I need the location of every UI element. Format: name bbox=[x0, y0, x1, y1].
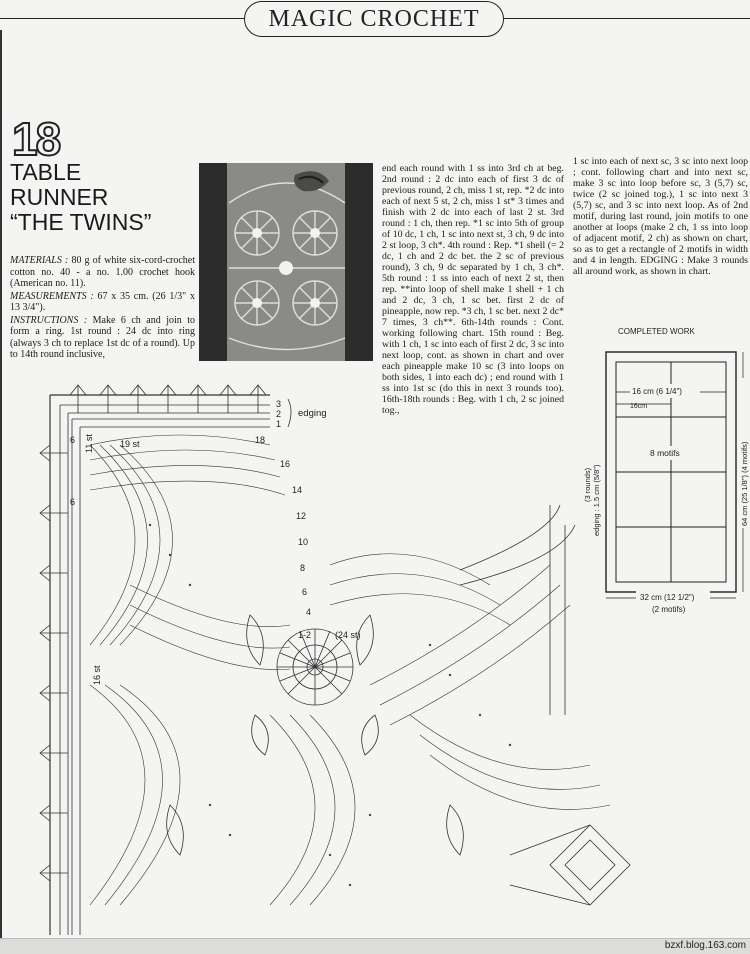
center-label: 8 motifs bbox=[650, 448, 680, 458]
round-18: 18 bbox=[255, 435, 266, 445]
diagram-title: COMPLETED WORK bbox=[618, 327, 695, 336]
edging-fans-left bbox=[40, 445, 68, 881]
magazine-header bbox=[244, 1, 504, 37]
chain-dots bbox=[149, 524, 511, 886]
header-rule-right bbox=[500, 18, 750, 19]
measurements-text: 67 x 35 cm. (26 1/3" x 13 3/4"). bbox=[10, 290, 195, 313]
motif-width-label: 16 cm (6 1/4") bbox=[632, 387, 682, 396]
corner-label-a: 6 bbox=[70, 435, 76, 445]
crochet-chart bbox=[30, 385, 670, 940]
round-6: 6 bbox=[302, 587, 308, 597]
corner-label-b: 6 bbox=[70, 497, 76, 507]
edging-round-1: 1 bbox=[276, 419, 282, 429]
intro-text bbox=[10, 255, 195, 362]
st-11-label: 11 st bbox=[84, 434, 94, 453]
instructions-label: INSTRUCTIONS : bbox=[10, 314, 88, 326]
title-line-1: TABLE bbox=[10, 159, 82, 185]
round-16: 16 bbox=[280, 459, 291, 469]
side-border-row-2 bbox=[80, 427, 270, 935]
page-number: 18 bbox=[12, 113, 60, 165]
edging-fans-top bbox=[70, 385, 266, 413]
right-motif-edge bbox=[460, 505, 630, 905]
st-19-label: 19 st bbox=[120, 439, 140, 449]
edging-round-3: 3 bbox=[276, 399, 282, 409]
magazine-title: MAGIC CROCHET bbox=[268, 5, 480, 32]
materials-label: MATERIALS : bbox=[10, 255, 69, 266]
measurements-label: MEASUREMENTS : bbox=[10, 290, 94, 302]
ring-rounds-label: 1-2 bbox=[298, 630, 312, 640]
instructions-column-3 bbox=[573, 156, 748, 277]
instructions-text: Make 6 ch and join to form a ring. 1st round : 24 dc into ring (always 3 ch to replace 1st dc of a round). Up to 14th round inclusive, bbox=[10, 314, 195, 360]
edging-label: edging : 1.5 cm (5/8") bbox=[592, 464, 601, 536]
page-edge-rule bbox=[0, 30, 2, 940]
round-10: 10 bbox=[298, 537, 309, 547]
column-3-text: 1 sc into each of next sc, 3 sc into next loop ; cont. following chart and into next sc, make 3 sc into loop before sc, 3 (5,7) sc, twice (2 sc joined tog.), 1 sc into next 3 (5,7) sc, and 3 sc into next loop. As of 2nd motif, during last round, join motifs to one another at loops (make 2 ch, 1 ss into loop of adjacent motif, 2 ch) as shown on chart, so as to get a rectangle of 2 motifs in width and 4 in length. EDGING : Make 3 rounds all around work, as shown in chart. bbox=[573, 156, 748, 277]
title-line-2: RUNNER bbox=[10, 184, 109, 210]
width-sublabel: (2 motifs) bbox=[652, 605, 686, 614]
title-line-3: “THE TWINS” bbox=[10, 209, 152, 235]
round-14: 14 bbox=[292, 485, 303, 495]
center-st-label: (24 st) bbox=[335, 630, 361, 640]
round-12: 12 bbox=[296, 511, 307, 521]
article-title bbox=[10, 160, 195, 235]
round-8: 8 bbox=[300, 563, 306, 573]
width-label: 32 cm (12 1/2") bbox=[640, 593, 695, 602]
edging-label: edging bbox=[298, 408, 327, 419]
table-runner-photo bbox=[199, 163, 373, 361]
length-label: 64 cm (25 1/8") (4 motifs) bbox=[740, 441, 749, 526]
round-4: 4 bbox=[306, 607, 312, 617]
edging-round-2: 2 bbox=[276, 409, 282, 419]
rounds-label: (3 rounds) bbox=[583, 467, 592, 502]
footer-bar bbox=[0, 938, 750, 954]
watermark: bzxf.blog.163.com bbox=[664, 940, 746, 951]
instructions-column-2 bbox=[382, 163, 564, 416]
st-16-label: 16 st bbox=[92, 665, 102, 685]
header-rule-left bbox=[0, 18, 248, 19]
center-motif bbox=[277, 629, 353, 705]
column-2-text: end each round with 1 ss into 3rd ch at beg. 2nd round : 2 dc into each of first 3 dc of previous round, 2 ch, miss 1 st, rep. *2 dc into each of next 5 st, 2 ch, miss 1 st* 3 times and finish with 2 dc into each of last 2 st. 3rd round : 1 ch, then rep. *1 sc into 5th of group of 10 dc, 1 ch, 1 sc into next st, 3 ch, 9 dc into 2 st loop, 3 ch*. 4th round : Rep. *1 shell (= 2 dc, 1 ch and 2 dc bet. the 2 sc of previous round), 3 ch, 9 dc separated by 1 ch, 3 ch*. 5th round : 1 ss into each of next 2 st, then rep. **into loop of shell make 1 shell + 1 ch and 2 dc, 3 ch, 1 sc bet. first 2 dc of pineapple, now rep. *3 ch, 1 sc bet. next 2 dc* 7 times, 3 ch**. 6th-14th rounds : Cont. working following chart. 15th round : Beg. with 1 ch, 1 sc into each of first 2 dc, 3 sc into next loop, cont. as shown in chart and over each pineapple make 10 sc (3 into loops on both sides, 1 into each dc) ; end round with 1 ss into 1st sc (do this in next 3 rounds too). 16th-18th rounds : Beg. with 1 ch, 2 sc joined tog., bbox=[382, 163, 564, 416]
small-label: 16cm bbox=[630, 403, 648, 410]
materials-text: 80 g of white six-cord-crochet cotton no. 40 - a no. 1.00 crochet hook (American no. 11). bbox=[10, 255, 195, 289]
